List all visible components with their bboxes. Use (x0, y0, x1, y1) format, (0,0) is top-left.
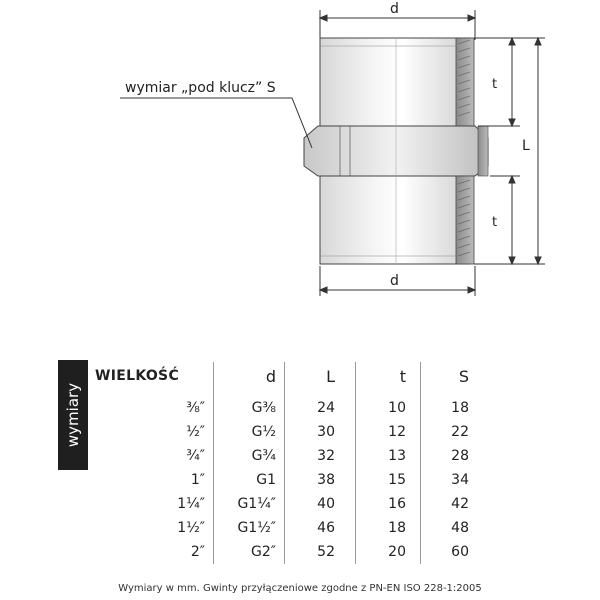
cell-t: 18 (356, 516, 421, 540)
dimensions-table (95, 362, 479, 564)
upper-thread-section (320, 38, 474, 126)
cell-s: 48 (421, 516, 480, 540)
cell-l: 38 (285, 468, 356, 492)
label-L: L (522, 138, 530, 154)
header-t: t (356, 362, 421, 390)
table-row (95, 420, 479, 444)
cell-size: ⅜″ (186, 400, 205, 416)
cell-size: 1¼″ (177, 496, 205, 512)
cell-t: 10 (356, 390, 421, 420)
header-S: S (421, 362, 480, 390)
cell-d: G1¼″ (214, 492, 285, 516)
cell-d: G1 (214, 468, 285, 492)
cell-size: ¾″ (186, 448, 205, 464)
cell-l: 24 (285, 390, 356, 420)
label-d-top: d (390, 1, 399, 17)
cell-d: G⅜ (214, 390, 285, 420)
cell-size: 1½″ (177, 520, 205, 536)
cell-t: 12 (356, 420, 421, 444)
cell-l: 46 (285, 516, 356, 540)
cell-l: 32 (285, 444, 356, 468)
cell-size: ½″ (186, 424, 205, 440)
cell-d: G1½″ (214, 516, 285, 540)
cell-t: 20 (356, 540, 421, 564)
label-t-lower: t (492, 215, 498, 230)
cell-d: G2″ (214, 540, 285, 564)
callout-label: wymiar „pod klucz” S (125, 80, 276, 96)
label-d-bottom: d (390, 273, 399, 289)
lower-thread-section (320, 176, 474, 264)
header-size: WIELKOŚĆ (95, 368, 180, 384)
cell-l: 30 (285, 420, 356, 444)
cell-s: 28 (421, 444, 480, 468)
cell-d: G¾ (214, 444, 285, 468)
table-row (95, 540, 479, 564)
cell-t: 13 (356, 444, 421, 468)
cell-l: 40 (285, 492, 356, 516)
header-L: L (285, 362, 356, 390)
cell-t: 16 (356, 492, 421, 516)
cell-s: 42 (421, 492, 480, 516)
sidebar-label: wymiary (64, 382, 82, 448)
table-row (95, 390, 479, 420)
table-row (95, 444, 479, 468)
table-row (95, 492, 479, 516)
cell-size: 2″ (190, 544, 205, 560)
footnote: Wymiary w mm. Gwinty przyłączeniowe zgodne z PN-EN ISO 228-1:2005 (118, 583, 482, 594)
cell-s: 34 (421, 468, 480, 492)
label-t-upper: t (492, 77, 498, 92)
header-d: d (214, 362, 285, 390)
cell-s: 22 (421, 420, 480, 444)
cell-s: 60 (421, 540, 480, 564)
table-row (95, 468, 479, 492)
callout-wrench-size (120, 98, 312, 148)
table-row (95, 516, 479, 540)
cell-l: 52 (285, 540, 356, 564)
table-header-row (95, 362, 479, 390)
sidebar-tab (58, 360, 88, 470)
cell-t: 15 (356, 468, 421, 492)
cell-d: G½ (214, 420, 285, 444)
cell-size: 1″ (190, 472, 205, 488)
cell-s: 18 (421, 390, 480, 420)
